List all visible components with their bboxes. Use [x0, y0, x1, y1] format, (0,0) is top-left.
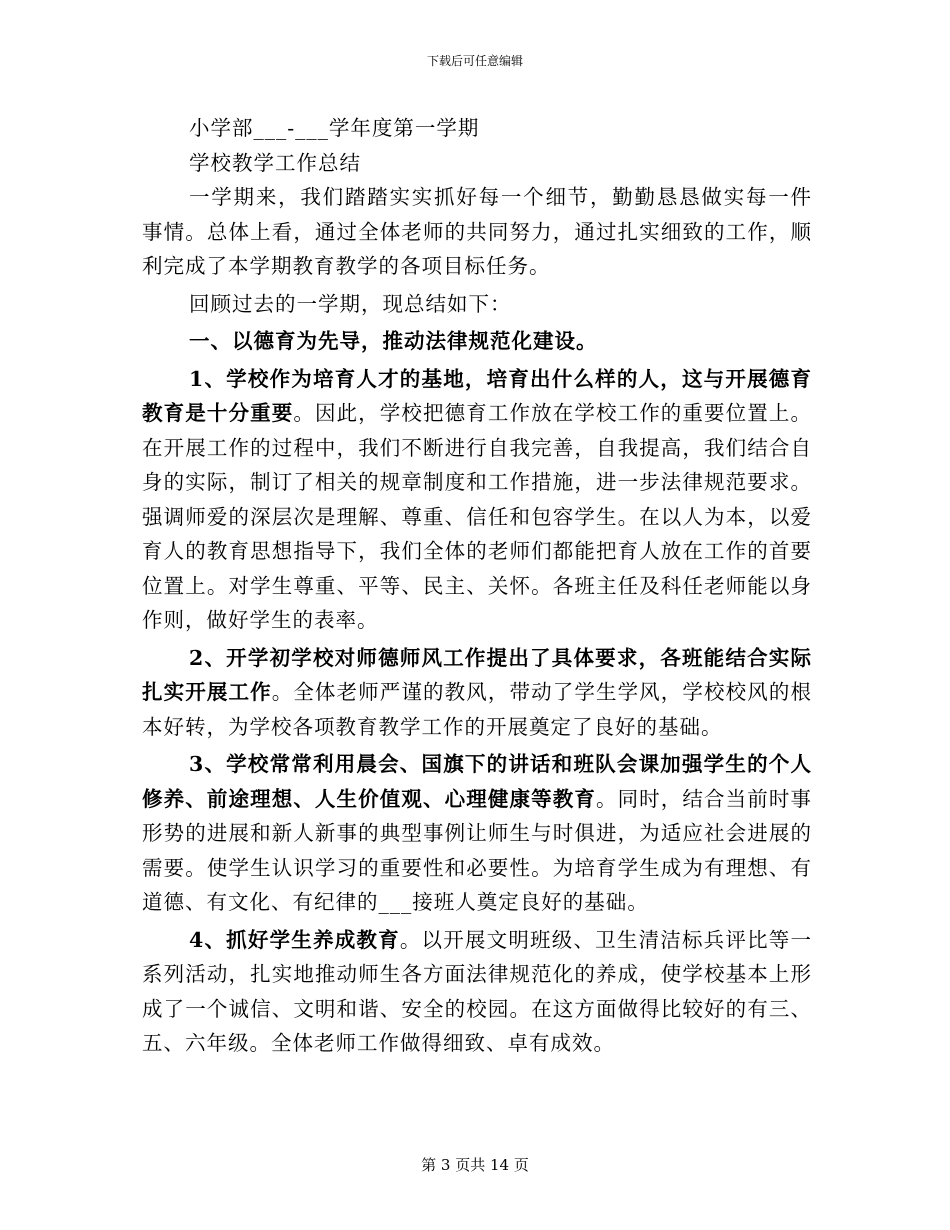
item-2-lead: 2、开学初学校对师德师风工作提出了具体要求，各班能结合实际扎实开展工作 — [142, 645, 812, 704]
review-paragraph: 回顾过去的一学期，现总结如下： — [189, 291, 512, 316]
page-header-note: 下载后可任意编辑 — [426, 54, 523, 68]
intro-paragraph: 一学期来，我们踏踏实实抓好每一个细节，勤勤恳恳做实每一件事情。总体上看，通过全体老师的共同努力，通过扎实细致的工作，顺利完成了本学期教育教学的各项目标任务。 — [142, 185, 812, 278]
item-4-text: 。以开展文明班级、卫生清洁标兵评比等一系列活动，扎实地推动师生各方面法律规范化的养成，使学校基本上形成了一个诚信、文明和谐、安全的校园。在这方面做得比较好的有三、五、六年级。全体老师工作做得细致、卓有成效。 — [142, 927, 812, 1055]
item-2-text: 。全体老师严谨的教风，带动了学生学风，学校校风的根本好转，为学校各项教育教学工作的开展奠定了良好的基础。 — [142, 680, 813, 739]
item-1-lead: 1、学校作为培育人才的基地，培育出什么样的人，这与开展德育教育是十分重要 — [142, 366, 812, 425]
item-paragraph-4 — [142, 923, 812, 1061]
item-3-lead: 3、学校常常利用晨会、国旗下的讲话和班队会课加强学生的个人修养、前途理想、人生价值观、心理健康等教育 — [142, 752, 812, 811]
item-paragraph-3 — [142, 747, 812, 920]
item-paragraph-2 — [142, 641, 812, 745]
item-1-text: 。因此，学校把德育工作放在学校工作的重要位置上。在开展工作的过程中，我们不断进行自我完善，自我提高，我们结合自身的实际，制订了相关的规章制度和工作措施，进一步法律规范要求。强调师爱的深层次是理解、尊重、信任和包容学生。在以人为本，以爱育人的教育思想指导下，我们全体的老师们都能把育人放在工作的首要位置上。对学生尊重、平等、民主、关怀。各班主任及科任老师能以身作则，做好学生的表率。 — [142, 401, 813, 632]
item-4-lead: 4、抓好学生养成教育 — [189, 927, 400, 952]
document-body — [142, 111, 812, 1061]
item-paragraph-1 — [142, 362, 812, 638]
heading-line-2: 学校教学工作总结 — [189, 150, 361, 175]
item-3-text: 。同时，结合当前时事形势的进展和新人新事的典型事例让师生与时俱进，为适应社会进展的需要。使学生认识学习的重要性和必要性。为培育学生成为有理想、有道德、有文化、有纪律的___接班人奠定良好的基础。 — [142, 786, 813, 914]
section-1-title: 一、以德育为先导，推动法律规范化建设。 — [189, 329, 598, 353]
page-number: 第 3 页共 14 页 — [421, 1156, 529, 1174]
heading-line-1: 小学部___-___学年度第一学期 — [189, 116, 480, 140]
